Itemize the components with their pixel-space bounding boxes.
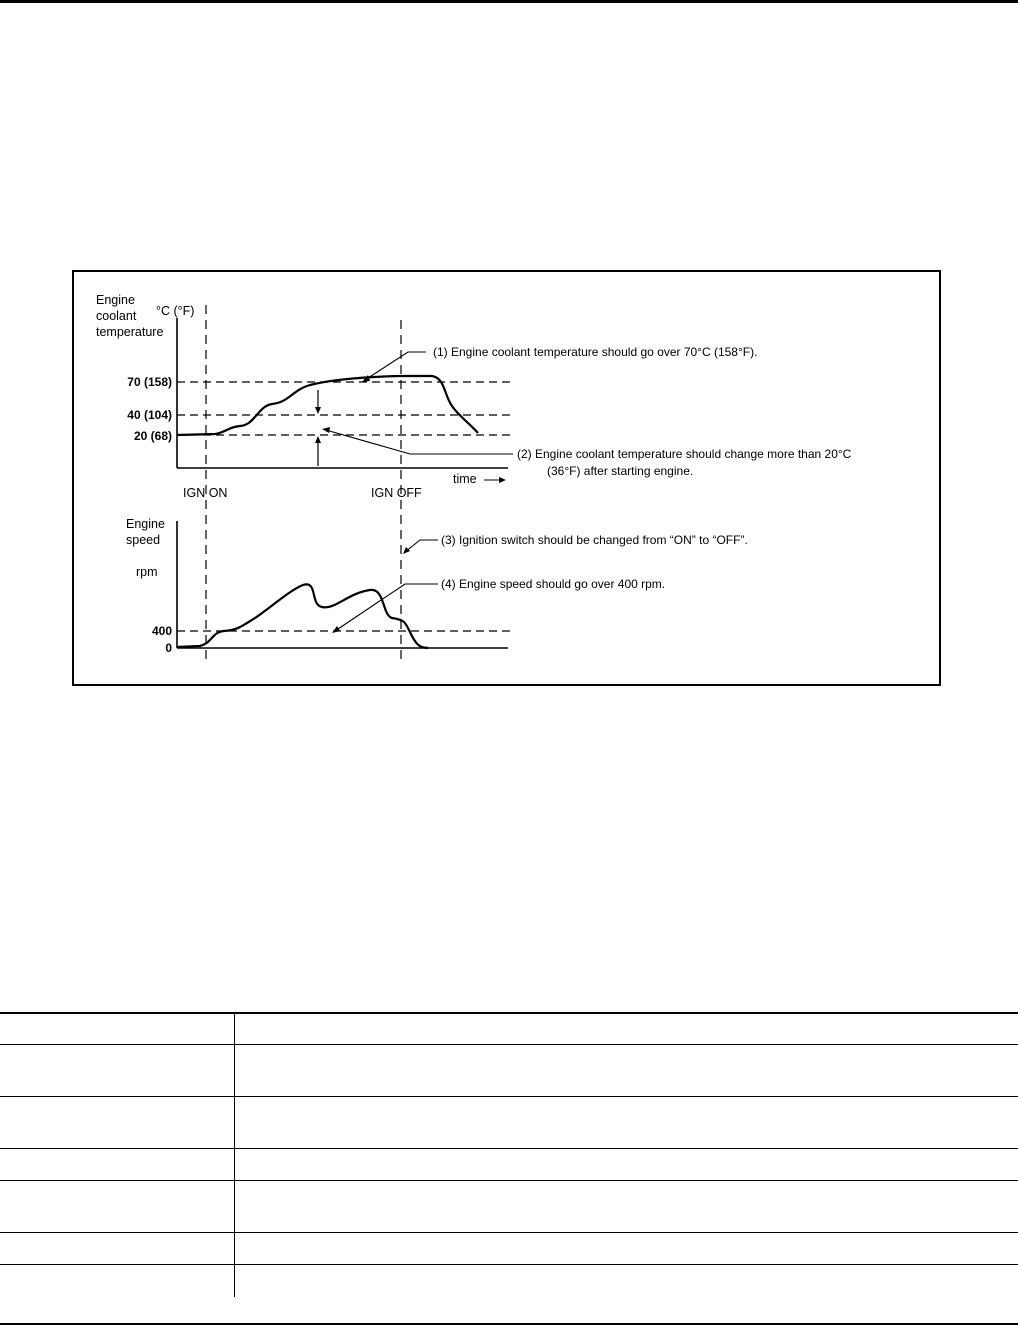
ign-on-label: IGN ON — [183, 486, 228, 500]
tick-40: 40 (104) — [127, 408, 172, 422]
tick-0: 0 — [165, 641, 172, 655]
table-cell-left — [0, 1181, 235, 1232]
table-cell-right — [236, 1014, 1018, 1044]
note-3: (3) Ignition switch should be changed from “ON” to “OFF”. — [441, 533, 748, 547]
table-row — [0, 1149, 1018, 1181]
leader-2 — [326, 430, 513, 454]
table-cell-left — [0, 1233, 235, 1264]
leader-3 — [405, 540, 438, 552]
table-row — [0, 1265, 1018, 1297]
table-cell-right — [236, 1233, 1018, 1264]
temp-unit-label: °C (°F) — [156, 304, 195, 318]
leader-4 — [335, 584, 438, 631]
table-cell-left — [0, 1097, 235, 1148]
table-row — [0, 1014, 1018, 1045]
temp-axis-label-2: coolant — [96, 309, 137, 323]
temp-axis-label-1: Engine — [96, 293, 135, 307]
table-row — [0, 1181, 1018, 1233]
table-row — [0, 1233, 1018, 1265]
temp-axis-label-3: temperature — [96, 325, 164, 339]
table-cell-left — [0, 1149, 235, 1180]
spec-table — [0, 1012, 1018, 1297]
time-label: time — [453, 472, 477, 486]
speed-axis-label-2: speed — [126, 533, 161, 547]
table-cell-right — [236, 1045, 1018, 1096]
table-cell-right — [236, 1149, 1018, 1180]
note-4: (4) Engine speed should go over 400 rpm. — [441, 577, 666, 591]
speed-unit-label: rpm — [136, 565, 158, 579]
table-row — [0, 1045, 1018, 1097]
table-cell-left — [0, 1014, 235, 1044]
table-row — [0, 1097, 1018, 1149]
tick-70: 70 (158) — [127, 375, 172, 389]
table-cell-left — [0, 1265, 235, 1297]
coolant-temp-curve — [177, 376, 478, 435]
tick-400: 400 — [151, 624, 172, 638]
table-cell-right — [236, 1181, 1018, 1232]
note-2-line-1: (2) Engine coolant temperature should change more than 20°C — [517, 447, 852, 461]
ign-off-label: IGN OFF — [371, 486, 422, 500]
note-2-line-2: (36°F) after starting engine. — [547, 464, 694, 478]
table-cell-right — [236, 1097, 1018, 1148]
table-cell-right — [236, 1265, 1018, 1297]
note-1: (1) Engine coolant temperature should go over 70°C (158°F). — [433, 345, 758, 359]
table-cell-left — [0, 1045, 235, 1096]
speed-axis-label-1: Engine — [126, 517, 165, 531]
tick-20: 20 (68) — [133, 429, 172, 443]
